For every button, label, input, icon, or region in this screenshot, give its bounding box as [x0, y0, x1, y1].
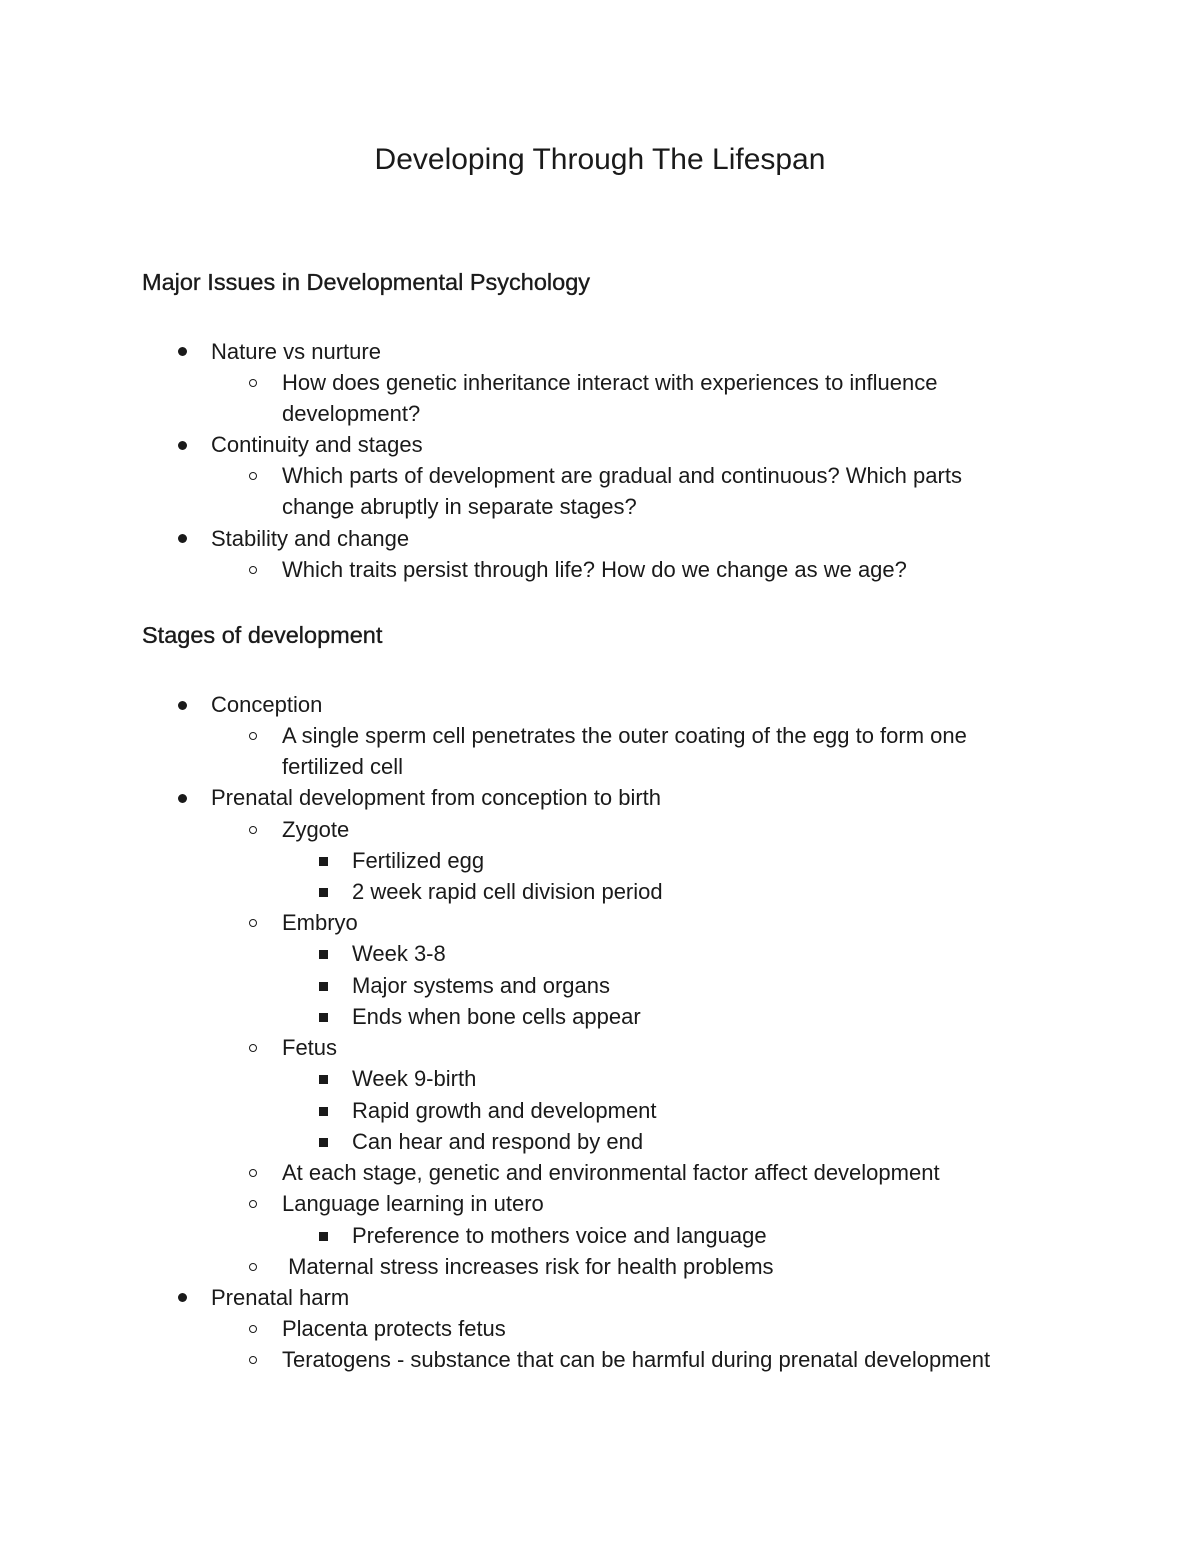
- list-item: Continuity and stages: [211, 432, 423, 457]
- list-item: Language learning in utero: [282, 1191, 544, 1216]
- list-item-continuation: fertilized cell: [282, 754, 404, 779]
- list-item: Fertilized egg: [352, 848, 485, 873]
- list-item: Embryo: [282, 910, 358, 935]
- list-item: At each stage, genetic and environmental factor affect development: [282, 1160, 940, 1185]
- bullet-circle-icon: [249, 826, 257, 834]
- list-item-continuation: change abruptly in separate stages?: [282, 494, 637, 519]
- bullet-square-icon: [319, 1138, 328, 1147]
- list-item: Prenatal development from conception to birth: [211, 785, 662, 810]
- bullet-circle-icon: [249, 919, 257, 927]
- list-item: Teratogens - substance that can be harmful during prenatal development: [282, 1347, 991, 1372]
- list-item: Rapid growth and development: [352, 1098, 657, 1123]
- bullet-disc-icon: [178, 794, 187, 803]
- list-item: Major systems and organs: [352, 973, 610, 998]
- list-item: Can hear and respond by end: [352, 1129, 644, 1154]
- bullet-circle-icon: [249, 1325, 257, 1333]
- list-item: Ends when bone cells appear: [352, 1004, 641, 1029]
- bullet-circle-icon: [249, 566, 257, 574]
- list-item: Placenta protects fetus: [282, 1316, 506, 1341]
- bullet-circle-icon: [249, 1356, 257, 1364]
- bullet-disc-icon: [178, 1293, 187, 1302]
- list-item: Which parts of development are gradual and continuous? Which parts: [282, 463, 962, 488]
- bullet-circle-icon: [249, 1044, 257, 1052]
- bullet-square-icon: [319, 950, 328, 959]
- list-item: How does genetic inheritance interact with experiences to influence: [282, 370, 938, 395]
- bullet-disc-icon: [178, 347, 187, 356]
- bullet-square-icon: [319, 1107, 328, 1116]
- list-item: Fetus: [282, 1035, 338, 1060]
- list-item-continuation: development?: [282, 401, 421, 426]
- document-title: Developing Through The Lifespan: [374, 143, 826, 176]
- list-item: Maternal stress increases risk for health problems: [282, 1254, 774, 1279]
- bullet-square-icon: [319, 888, 328, 897]
- bullet-square-icon: [319, 1232, 328, 1241]
- list-item: Zygote: [282, 817, 350, 842]
- list-item: Week 9-birth: [352, 1066, 477, 1091]
- bullet-square-icon: [319, 857, 328, 866]
- list-item: Which traits persist through life? How do we change as we age?: [282, 557, 907, 582]
- bullet-circle-icon: [249, 379, 257, 387]
- bullet-circle-icon: [249, 1200, 257, 1208]
- bullet-square-icon: [319, 1013, 328, 1022]
- bullet-square-icon: [319, 1075, 328, 1084]
- list-item: A single sperm cell penetrates the outer coating of the egg to form one: [282, 723, 967, 748]
- list-item: Prenatal harm: [211, 1285, 350, 1310]
- section-heading-major-issues: Major Issues in Developmental Psychology: [142, 269, 591, 295]
- bullet-circle-icon: [249, 472, 257, 480]
- bullet-square-icon: [319, 982, 328, 991]
- list-item: Preference to mothers voice and language: [352, 1223, 767, 1248]
- list-item: Stability and change: [211, 526, 410, 551]
- section-heading-stages: Stages of development: [142, 622, 383, 648]
- list-item: 2 week rapid cell division period: [352, 879, 663, 904]
- bullet-disc-icon: [178, 441, 187, 450]
- bullet-circle-icon: [249, 1169, 257, 1177]
- bullet-circle-icon: [249, 1263, 257, 1271]
- list-item: Conception: [211, 692, 323, 717]
- bullet-disc-icon: [178, 534, 187, 543]
- list-item: Week 3-8: [352, 941, 446, 966]
- list-item: Nature vs nurture: [211, 339, 381, 364]
- bullet-circle-icon: [249, 732, 257, 740]
- bullet-disc-icon: [178, 701, 187, 710]
